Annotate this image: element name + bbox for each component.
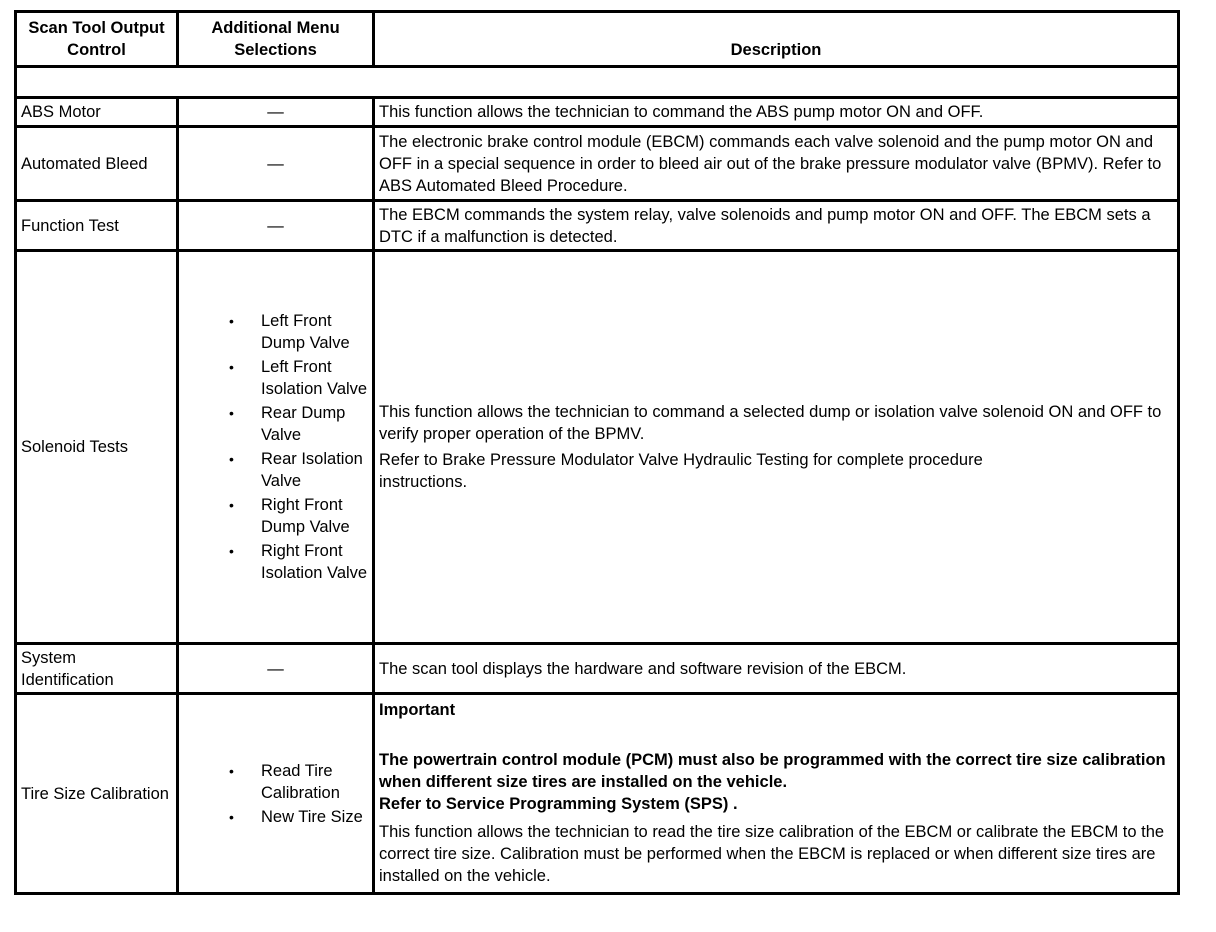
list-item: [221, 540, 368, 584]
important-text: The powertrain control module (PCM) must also be programmed with the correct tire size calibration when different size tires are installed on the vehicle.: [379, 751, 1166, 791]
blank-cell: [16, 67, 1179, 98]
menu-cell: [178, 251, 374, 644]
list-item: [221, 494, 368, 538]
list-item: [221, 760, 368, 804]
header-additional-menu-selections: Additional Menu Selections: [178, 12, 374, 67]
menu-selection-list: [183, 310, 368, 584]
table-row-tire-size-calibration: [16, 694, 1179, 894]
important-label: Important: [379, 701, 456, 719]
bullet-icon: •: [229, 497, 234, 513]
table-row-automated-bleed: [16, 127, 1179, 201]
list-item: [221, 448, 368, 492]
bullet-icon: •: [229, 543, 234, 559]
menu-cell: —: [178, 98, 374, 127]
header-description: Description: [374, 12, 1179, 67]
description-text: This function allows the technician to read the tire size calibration of the EBCM or calibrate the EBCM to the correct tire size. Calibration must be performed when the EBCM is replaced or when different size tires are installed on the vehicle.: [379, 823, 1165, 885]
bullet-icon: •: [229, 762, 234, 779]
table-row-function-test: [16, 201, 1179, 251]
header-row: [16, 12, 1179, 67]
menu-selection-list: [183, 760, 368, 828]
control-cell: ABS Motor: [16, 98, 178, 127]
menu-item-label: Rear Isolation Valve: [261, 450, 363, 490]
bullet-icon: •: [229, 808, 234, 825]
bullet-icon: •: [229, 359, 234, 375]
description-reference: Refer to Brake Pressure Modulator Valve Hydraulic Testing for complete procedure instructions.: [379, 451, 983, 491]
table-row-system-identification: [16, 644, 1179, 694]
description-cell: [374, 201, 1179, 251]
bullet-icon: •: [229, 451, 234, 467]
description-cell: [374, 251, 1179, 644]
menu-cell: —: [178, 201, 374, 251]
table-row-abs-motor: [16, 98, 1179, 127]
description-cell: [374, 98, 1179, 127]
menu-item-label: Left Front Dump Valve: [261, 312, 350, 352]
list-item: [221, 310, 368, 354]
description-text: The electronic brake control module (EBCM) commands each valve solenoid and the pump motor ON and OFF in a special sequence in order to bleed air out of the brake pressure modulator valve (BPMV). Refer to ABS Automated Bleed Procedure.: [379, 132, 1162, 195]
menu-item-label: Left Front Isolation Valve: [261, 358, 368, 398]
description-cell: [374, 644, 1179, 694]
menu-cell: [178, 694, 374, 894]
description-text: This function allows the technician to command a selected dump or isolation valve solenoid ON and OFF to verify proper operation of the BPMV.: [379, 403, 1162, 443]
bullet-icon: •: [229, 313, 234, 329]
menu-item-label: New Tire Size: [261, 807, 363, 826]
list-item: [221, 356, 368, 400]
menu-cell: —: [178, 644, 374, 694]
description-text: The scan tool displays the hardware and software revision of the EBCM.: [379, 659, 907, 678]
bullet-icon: •: [229, 405, 234, 421]
menu-item-label: Read Tire Calibration: [261, 761, 340, 802]
header-scan-tool-output-control: Scan Tool Output Control: [16, 12, 178, 67]
blank-row: [16, 67, 1179, 98]
list-item: [221, 402, 368, 446]
description-text: The EBCM commands the system relay, valve solenoids and pump motor ON and OFF. The EBCM sets a DTC if a malfunction is detected.: [379, 205, 1151, 246]
description-text: This function allows the technician to command the ABS pump motor ON and OFF.: [379, 103, 984, 121]
control-cell: Function Test: [16, 201, 178, 251]
description-cell: [374, 694, 1179, 894]
list-item: [221, 806, 368, 828]
scan-tool-output-control-table: [14, 10, 1180, 895]
important-reference: Refer to Service Programming System (SPS) .: [379, 795, 738, 813]
menu-item-label: Right Front Isolation Valve: [261, 542, 368, 582]
control-cell: Tire Size Calibration: [16, 694, 178, 894]
control-cell: Solenoid Tests: [16, 251, 178, 644]
menu-item-label: Rear Dump Valve: [261, 404, 346, 444]
description-cell: [374, 127, 1179, 201]
control-cell: System Identification: [16, 644, 178, 694]
menu-cell: —: [178, 127, 374, 201]
menu-item-label: Right Front Dump Valve: [261, 496, 350, 536]
control-cell: Automated Bleed: [16, 127, 178, 201]
table-row-solenoid-tests: [16, 251, 1179, 644]
